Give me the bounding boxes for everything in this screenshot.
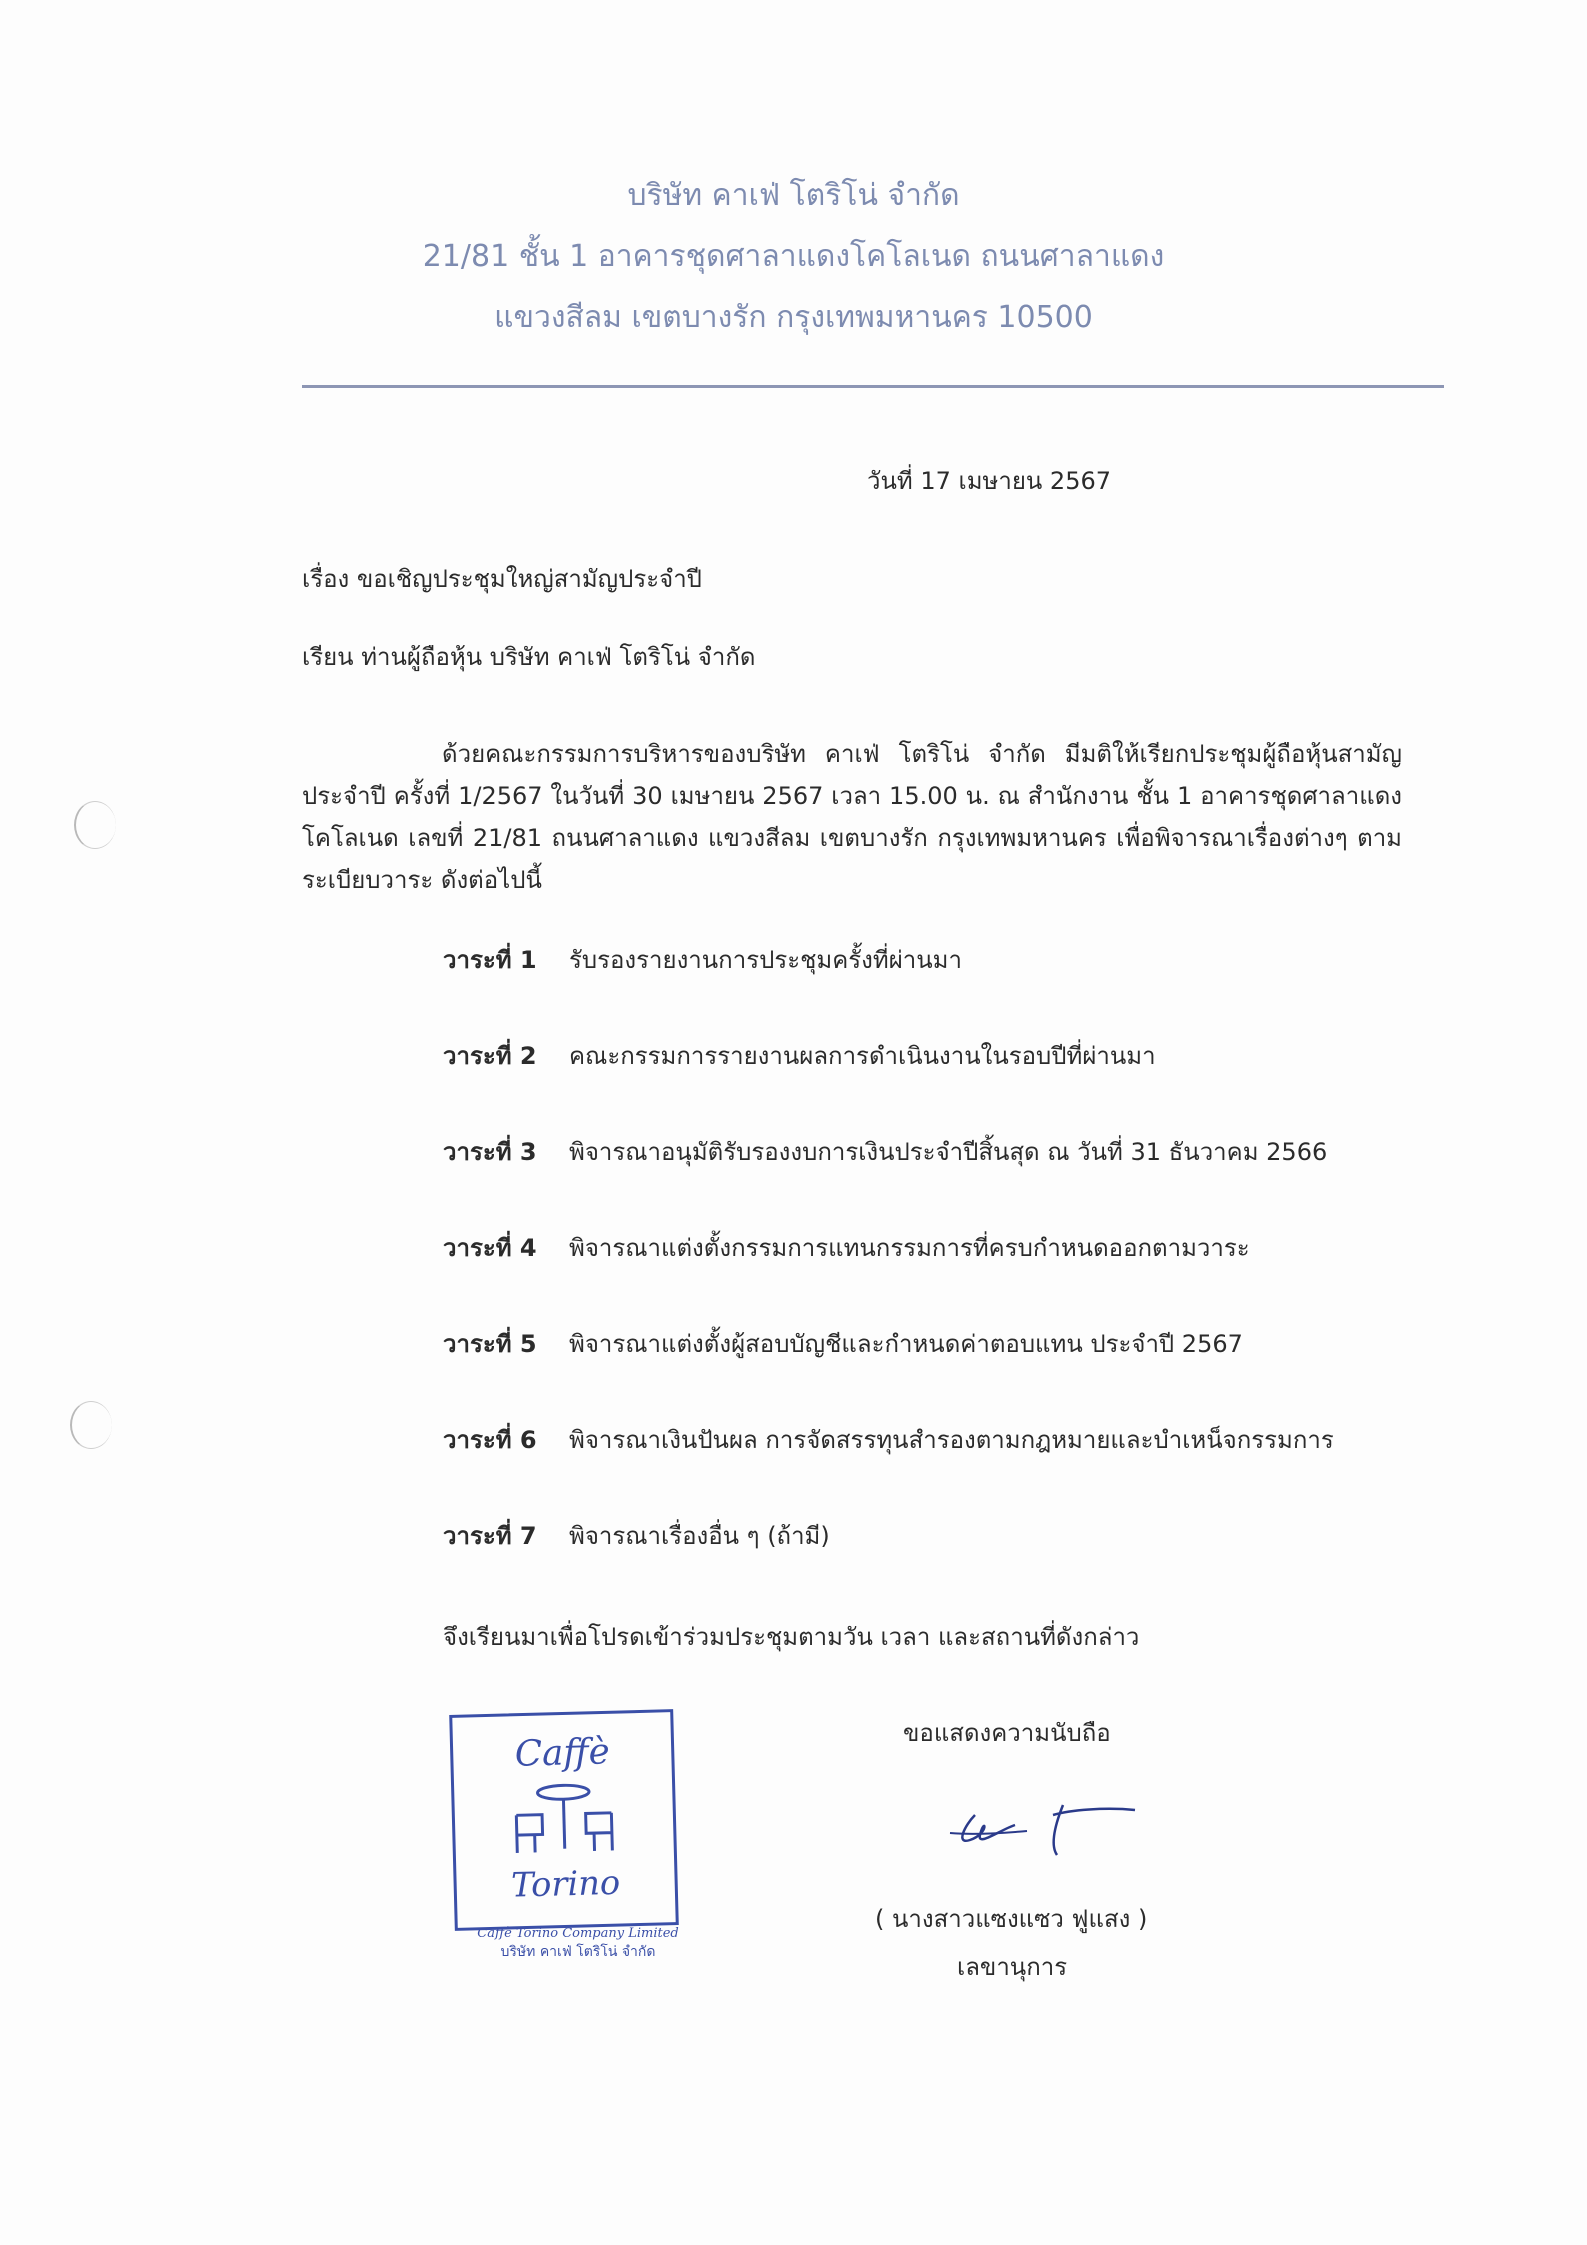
letter-date: วันที่ 17 เมษายน 2567 (867, 467, 1111, 495)
letter-recipient: เรียน ท่านผู้ถือหุ้น บริษัท คาเฟ่ โตริโน่ จำกัด (302, 643, 756, 671)
letterhead-company: บริษัท คาเฟ่ โตริโน่ จำกัด (627, 178, 960, 213)
stamp-bottom-text: Torino (510, 1862, 621, 1905)
stamp-caption-th: บริษัท คาเฟ่ โตริโน่ จำกัด (500, 1944, 656, 1960)
agenda-number: วาระที่ 4 (443, 1234, 537, 1262)
agenda-item (443, 1036, 1453, 1132)
body-text: ด้วยคณะกรรมการบริหารของบริษัท คาเฟ่ โตริโน่ จำกัด มีมติให้เรียกประชุมผู้ถือหุ้นสามัญประจำปี ครั้งที่ 1/2567 ในวันที่ 30 เมษายน 2567 เวลา 15.00 น. ณ สำนักงาน ชั้น 1 อาคารชุดศาลาแดง โคโลเนด เลขที่ 21/81 ถนนศาลาแดง แขวงสีลม เขตบางรัก กรุงเทพมหานคร เพื่อพิจารณาเรื่องต่างๆ ตามระเบียบวาระ ดังต่อไปนี้ (302, 740, 1402, 894)
agenda-number: วาระที่ 5 (443, 1330, 537, 1358)
company-stamp (449, 1709, 679, 1931)
closing-sentence: จึงเรียนมาเพื่อโปรดเข้าร่วมประชุมตามวัน เวลา และสถานที่ดังกล่าว (443, 1623, 1140, 1651)
agenda-number: วาระที่ 7 (443, 1522, 537, 1550)
letterhead-divider (302, 385, 1444, 388)
agenda-item (443, 1420, 1453, 1516)
letter-subject: เรื่อง ขอเชิญประชุมใหญ่สามัญประจำปี (302, 565, 702, 593)
agenda-item (443, 1516, 1453, 1612)
agenda-text: พิจารณาแต่งตั้งผู้สอบบัญชีและกำหนดค่าตอบแทน ประจำปี 2567 (569, 1330, 1243, 1358)
agenda-number: วาระที่ 3 (443, 1138, 537, 1166)
agenda-text: พิจารณาแต่งตั้งกรรมการแทนกรรมการที่ครบกำหนดออกตามวาระ (569, 1234, 1250, 1262)
punch-hole-top (74, 801, 116, 849)
signer-title: เลขานุการ (957, 1953, 1068, 1981)
agenda-item (443, 1228, 1453, 1324)
agenda-text: พิจารณาอนุมัติรับรองงบการเงินประจำปีสิ้นสุด ณ วันที่ 31 ธันวาคม 2566 (569, 1138, 1328, 1166)
agenda-number: วาระที่ 2 (443, 1042, 537, 1070)
stamp-art (452, 1712, 675, 1928)
signer-name: ( นางสาวแซงแซว ฟูแสง ) (875, 1905, 1148, 1933)
stamp-caption (470, 1926, 686, 1963)
agenda-text: พิจารณาเงินปันผล การจัดสรรทุนสำรองตามกฎหมายและบำเหน็จกรรมการ (569, 1426, 1334, 1454)
signature (945, 1785, 1145, 1865)
agenda-item (443, 940, 1453, 1036)
agenda-text: รับรองรายงานการประชุมครั้งที่ผ่านมา (569, 946, 962, 974)
body-paragraph (302, 733, 1402, 901)
agenda-number: วาระที่ 6 (443, 1426, 537, 1454)
agenda-text: คณะกรรมการรายงานผลการดำเนินงานในรอบปีที่ผ่านมา (569, 1042, 1156, 1070)
agenda-number: วาระที่ 1 (443, 946, 537, 974)
letterhead-address-2: แขวงสีลม เขตบางรัก กรุงเทพมหานคร 10500 (494, 300, 1093, 335)
agenda-text: พิจารณาเรื่องอื่น ๆ (ถ้ามี) (569, 1522, 830, 1550)
stamp-top-text: Caffè (514, 1731, 611, 1775)
agenda-list (443, 940, 1453, 1612)
regards: ขอแสดงความนับถือ (903, 1719, 1111, 1747)
agenda-item (443, 1324, 1453, 1420)
stamp-caption-en: Caffè Torino Company Limited (477, 1926, 679, 1941)
letterhead-address-1: 21/81 ชั้น 1 อาคารชุดศาลาแดงโคโลเนด ถนนศาลาแดง (422, 239, 1165, 274)
agenda-item (443, 1132, 1453, 1228)
punch-hole-bottom (70, 1401, 112, 1449)
